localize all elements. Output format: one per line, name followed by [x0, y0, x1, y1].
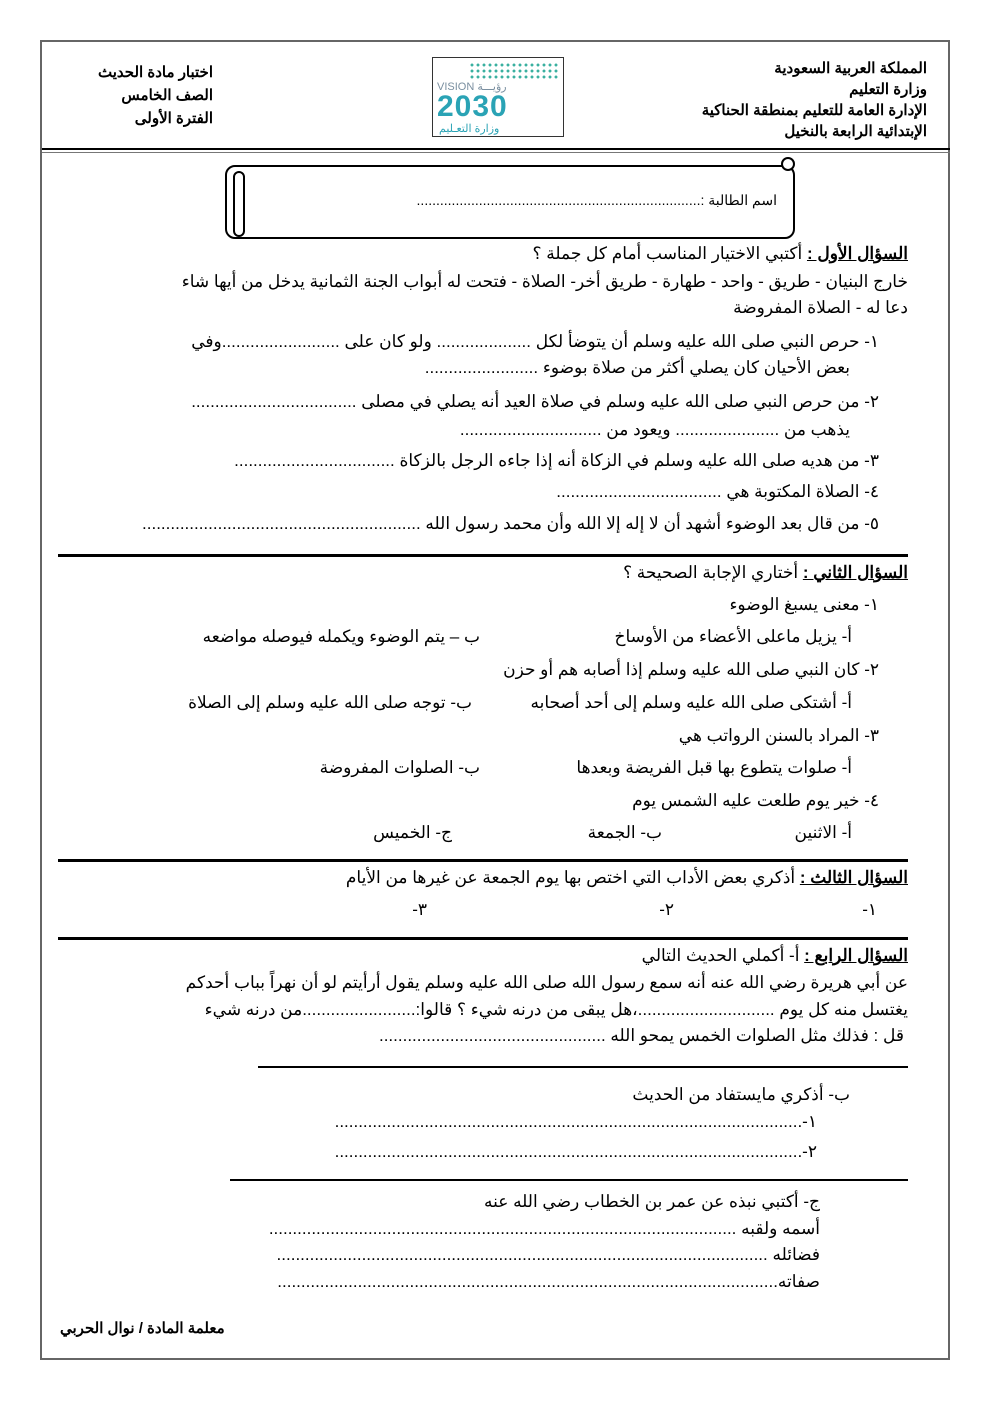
- header-school: الإبتدائية الرابعة بالنخيل: [784, 123, 927, 140]
- q4-b-answer-2[interactable]: ٢-...................................................................................................: [334, 1142, 817, 1161]
- divider: [58, 859, 908, 862]
- vision-2030-logo: [432, 57, 564, 137]
- q2-choice-3b[interactable]: ب- الصلوات المفروضة: [319, 758, 480, 777]
- q4-c-name[interactable]: أسمه ولقبه ...................................................................................................: [268, 1219, 820, 1238]
- q2-choice-1a[interactable]: أ- يزيل ماعلى الأعضاء من الأوساخ: [614, 627, 852, 646]
- q2-choice-4a[interactable]: أ- الاثنين: [794, 823, 852, 842]
- exam-grade: الصف الخامس: [121, 87, 213, 104]
- q1-heading: [533, 243, 909, 265]
- q4-c-traits[interactable]: صفاته..........................................................................................................: [277, 1272, 820, 1291]
- hadith-line-2: يغتسل منه كل يوم .............................،هل يبقى من درنه شيء ؟ قالوا:........................من درنه شيء: [204, 1000, 908, 1019]
- hadith-line-1: عن أبي هريرة رضي الله عنه أنه سمع رسول الله صلى الله عليه وسلم يقول أرأيتم لو أن نهراً بباب أحدكم: [185, 973, 908, 992]
- q2-title: السؤال الثاني :: [802, 563, 908, 582]
- q2-question-3: ٣- المراد بالسنن الرواتب هي: [678, 726, 879, 745]
- q2-choice-4c[interactable]: ج- الخميس: [373, 823, 452, 842]
- divider: [258, 1066, 908, 1068]
- q4-b-answer-1[interactable]: ١-...................................................................................................: [334, 1112, 817, 1131]
- q1-item-1-cont: بعض الأحيان كان يصلي أكثر من صلاة بوضوء ........................: [424, 358, 850, 377]
- divider: [58, 554, 908, 557]
- header-country: المملكة العربية السعودية: [774, 60, 927, 77]
- q1-item-3: ٣- من هديه صلى الله عليه وسلم في الزكاة أنه إذا جاءه الرجل بالزكاة ..................................: [234, 451, 879, 470]
- q2-choice-4b[interactable]: ب- الجمعة: [587, 823, 662, 842]
- logo-ministry: وزارة التعـليم: [439, 123, 500, 135]
- q3-answer-2[interactable]: ٢-: [659, 900, 674, 919]
- divider: [230, 1179, 908, 1181]
- q2-question-4: ٤- خير يوم طلعت عليه الشمس يوم: [632, 791, 879, 810]
- hadith-line-3: قل : فذلك مثل الصلوات الخمس يمحو الله ................................................: [378, 1026, 904, 1045]
- q1-options: خارج البنيان - طريق - واحد - طهارة - طريق أخر- الصلاة - فتحت له أبواب الجنة الثمانية يدخل من أيها شاء: [181, 272, 908, 291]
- q3-answer-1[interactable]: ١-: [862, 900, 877, 919]
- q2-instruction: أختاري الإجابة الصحيحة ؟: [623, 563, 799, 582]
- header-divider-2: [42, 152, 950, 153]
- q2-choice-2a[interactable]: أ- أشتكى صلى الله عليه وسلم إلى أحد أصحابه: [530, 693, 852, 712]
- q4-instruction: أ- أكملي الحديث التالي: [641, 946, 800, 965]
- header-ministry: وزارة التعليم: [849, 81, 927, 98]
- q1-title: السؤال الأول :: [806, 244, 908, 263]
- q1-instruction: أكتبي الاختيار المناسب أمام كل جملة ؟: [532, 244, 803, 263]
- q3-answer-3[interactable]: ٣-: [412, 900, 427, 919]
- teacher-signature: معلمة المادة / نوال الحربي: [60, 1320, 225, 1337]
- logo-vision: VISION رؤيـــة: [437, 81, 507, 93]
- q4-heading: [642, 945, 908, 967]
- exam-term: الفترة الأولى: [134, 110, 213, 127]
- logo-year: 2030: [437, 90, 508, 123]
- q2-question-1: ١- معنى يسبغ الوضوء: [729, 595, 879, 614]
- q4-c-virtues[interactable]: فضائله ........................................................................................................: [276, 1245, 820, 1264]
- q1-item-1: ١- حرص النبي صلى الله عليه وسلم أن يتوضأ لكل .................... ولو كان على .........................وفي: [191, 332, 879, 351]
- q4-b-title: ب- أذكري مايستفاد من الحديث: [632, 1085, 850, 1104]
- q2-question-2: ٢- كان النبي صلى الله عليه وسلم إذا أصابه هم أو حزن: [503, 660, 879, 679]
- q1-item-2: ٢- من حرص النبي صلى الله عليه وسلم في صلاة العيد أنه يصلي في مصلى ...................................: [191, 392, 879, 411]
- header-directorate: الإدارة العامة للتعليم بمنطقة الحناكية: [701, 102, 927, 119]
- q1-item-4: ٤- الصلاة المكتوبة هي ...................................: [556, 482, 879, 501]
- q4-c-title: ج- أكتبي نبذه عن عمر بن الخطاب رضي الله عنه: [483, 1192, 820, 1211]
- q2-heading: [623, 562, 908, 584]
- q1-item-2-cont: يذهب من ...................... ويعود من ..............................: [459, 420, 850, 439]
- q3-title: السؤال الثالث :: [799, 868, 908, 887]
- q2-choice-1b[interactable]: ب – يتم الوضوء ويكمله فيوصله مواضعه: [202, 627, 480, 646]
- student-name-field[interactable]: اسم الطالبة :.........................................................................: [416, 192, 777, 208]
- q4-title: السؤال الرابع :: [804, 946, 908, 965]
- header-divider: [42, 148, 950, 150]
- exam-title: اختبار مادة الحديث: [98, 64, 213, 81]
- q1-options-2: دعا له - الصلاة المفروضة: [733, 298, 908, 317]
- q3-heading: [346, 867, 908, 889]
- q2-choice-2b[interactable]: ب- توجه صلى الله عليه وسلم إلى الصلاة: [188, 693, 472, 712]
- divider: [58, 937, 908, 940]
- q2-choice-3a[interactable]: أ- صلوات يتطوع بها قبل الفريضة وبعدها: [576, 758, 852, 777]
- q3-instruction: أذكري بعض الأداب التي اختص بها يوم الجمعة عن غيرها من الأيام: [345, 868, 796, 887]
- q1-item-5: ٥- من قال بعد الوضوء أشهد أن لا إله إلا الله وأن محمد رسول الله ...........................................................: [142, 514, 879, 533]
